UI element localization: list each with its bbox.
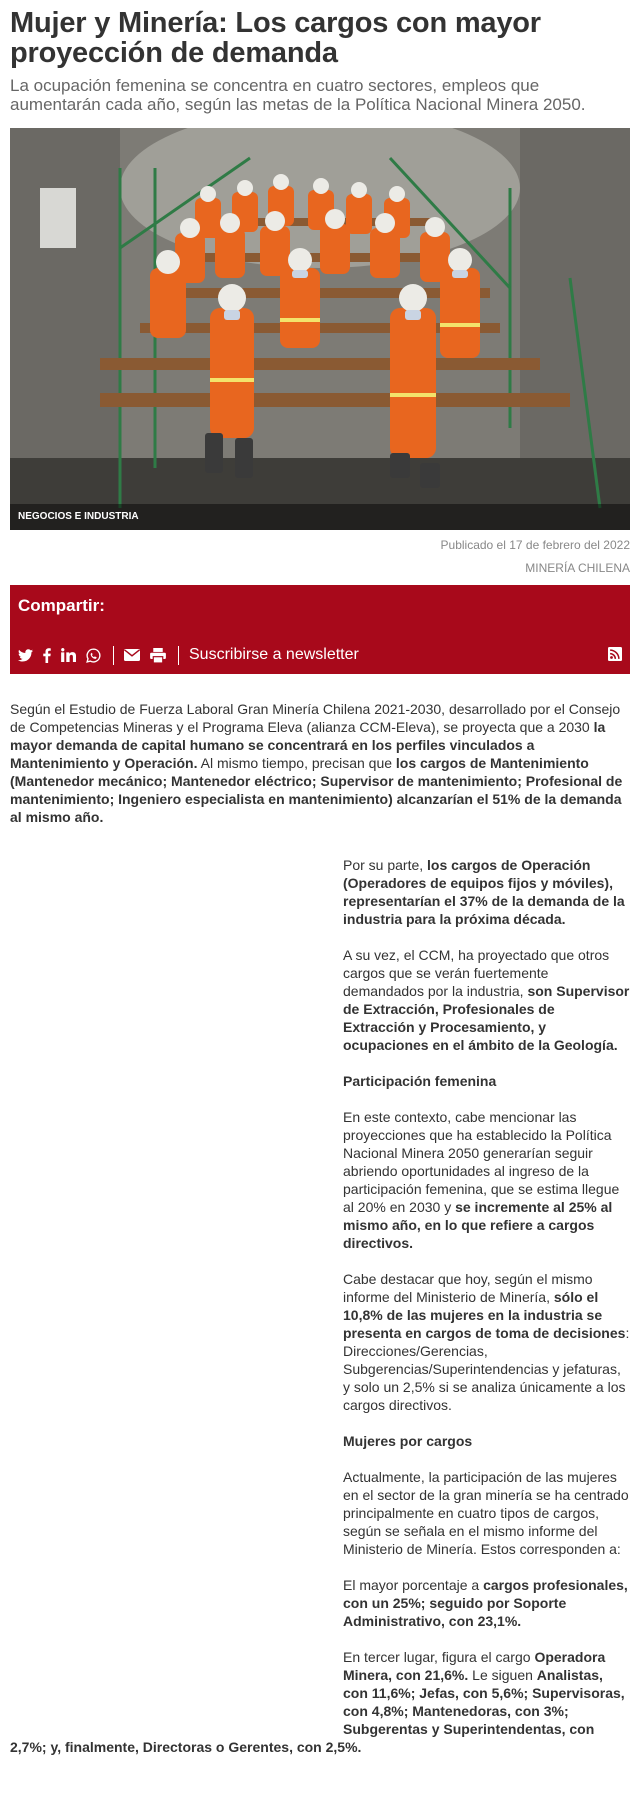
- paragraph-continuation: 2,7%; y, finalmente, Directoras o Gerentes, con 2,5%.: [10, 1739, 362, 1755]
- share-title: Compartir:: [18, 596, 105, 615]
- article-photo[interactable]: [10, 128, 630, 530]
- email-icon[interactable]: [124, 649, 140, 661]
- publish-date: Publicado el 17 de febrero del 2022: [440, 538, 630, 552]
- paragraph: El mayor porcentaje a cargos profesionales, con un 25%; seguido por Soporte Administrativo, con 23,1%.: [343, 1577, 628, 1629]
- category-label[interactable]: NEGOCIOS E INDUSTRIA: [10, 504, 630, 530]
- lead-paragraph: Según el Estudio de Fuerza Laboral Gran Minería Chilena 2021-2030, desarrollado por el Consejo de Competencias Mineras y el Programa Eleva (alianza CCM-Eleva), se proyecta que a 2030 la mayor demanda de capital humano se concentrará en los perfiles vinculados a Mantenimiento y Operación. Al mismo tiempo, precisan que los cargos de Mantenimiento (Mantenedor mecánico; Mantenedor eléctrico; Supervisor de mantenimiento; Profesional de mantenimiento; Ingeniero especialista en mantenimiento) alcanzarían el 51% de la demanda al mismo año.: [10, 701, 623, 825]
- share-divider: [113, 646, 114, 665]
- print-icon[interactable]: [150, 648, 166, 663]
- whatsapp-icon[interactable]: [86, 648, 101, 663]
- paragraph: En este contexto, cabe mencionar las proyecciones que ha establecido la Política Nacional Minera 2050 generarían seguir abriendo oportunidades al ingreso de la participación femenina, que se estima llegue al 20% en 2030 y se incremente al 25% al mismo año, en lo que refiere a cargos directivos.: [343, 1109, 620, 1251]
- share-actions: [18, 645, 622, 665]
- paragraph: Actualmente, la participación de las mujeres en el sector de la gran minería se ha centrado principalmente en cuatro tipos de cargos, según se señala en el mismo informe del Ministerio de Minería. Estos corresponden a:: [343, 1469, 629, 1557]
- article-source: MINERÍA CHILENA: [525, 561, 630, 575]
- rss-icon[interactable]: [608, 647, 622, 666]
- share-divider: [178, 646, 179, 665]
- article-subtitle: La ocupación femenina se concentra en cuatro sectores, empleos que aumentarán cada año, según las metas de la Política Nacional Minera 2050.: [10, 76, 586, 114]
- paragraph: A su vez, el CCM, ha proyectado que otros cargos que se verán fuertemente demandados por la industria, son Supervisor de Extracción, Profesionales de Extracción y Procesamiento, y ocupaciones en el ámbito de la Geología.: [343, 947, 630, 1053]
- article-title: Mujer y Minería: Los cargos con mayor proyección de demanda: [10, 7, 541, 69]
- section-heading: Participación femenina: [343, 1073, 497, 1089]
- paragraph: Por su parte, los cargos de Operación (Operadores de equipos fijos y móviles), representarían el 37% de la demanda de la industria para la próxima década.: [343, 857, 625, 927]
- miners-illustration: [10, 128, 630, 530]
- linkedin-icon[interactable]: [61, 648, 76, 662]
- article-body-column: [343, 856, 630, 1738]
- paragraph: Cabe destacar que hoy, según el mismo informe del Ministerio de Minería, sólo el 10,8% de las mujeres en la industria se presenta en cargos de toma de decisiones: Direcciones/Gerencias, Subgerencias/Superintendencias y jefaturas, y solo un 2,5% si se analiza únicamente a los cargos directivos.: [343, 1271, 630, 1413]
- twitter-icon[interactable]: [18, 649, 33, 662]
- newsletter-link[interactable]: Suscribirse a newsletter: [189, 646, 359, 663]
- facebook-icon[interactable]: [43, 648, 51, 663]
- article: [10, 8, 630, 1756]
- paragraph: En tercer lugar, figura el cargo Operadora Minera, con 21,6%. Le siguen Analistas, con 11,6%; Jefas, con 5,6%; Supervisoras, con 4,8%; Mantenedoras, con 3%; Subgerentas y Superintendentas, con: [343, 1649, 625, 1737]
- section-heading: Mujeres por cargos: [343, 1433, 473, 1449]
- share-bar: [10, 585, 630, 674]
